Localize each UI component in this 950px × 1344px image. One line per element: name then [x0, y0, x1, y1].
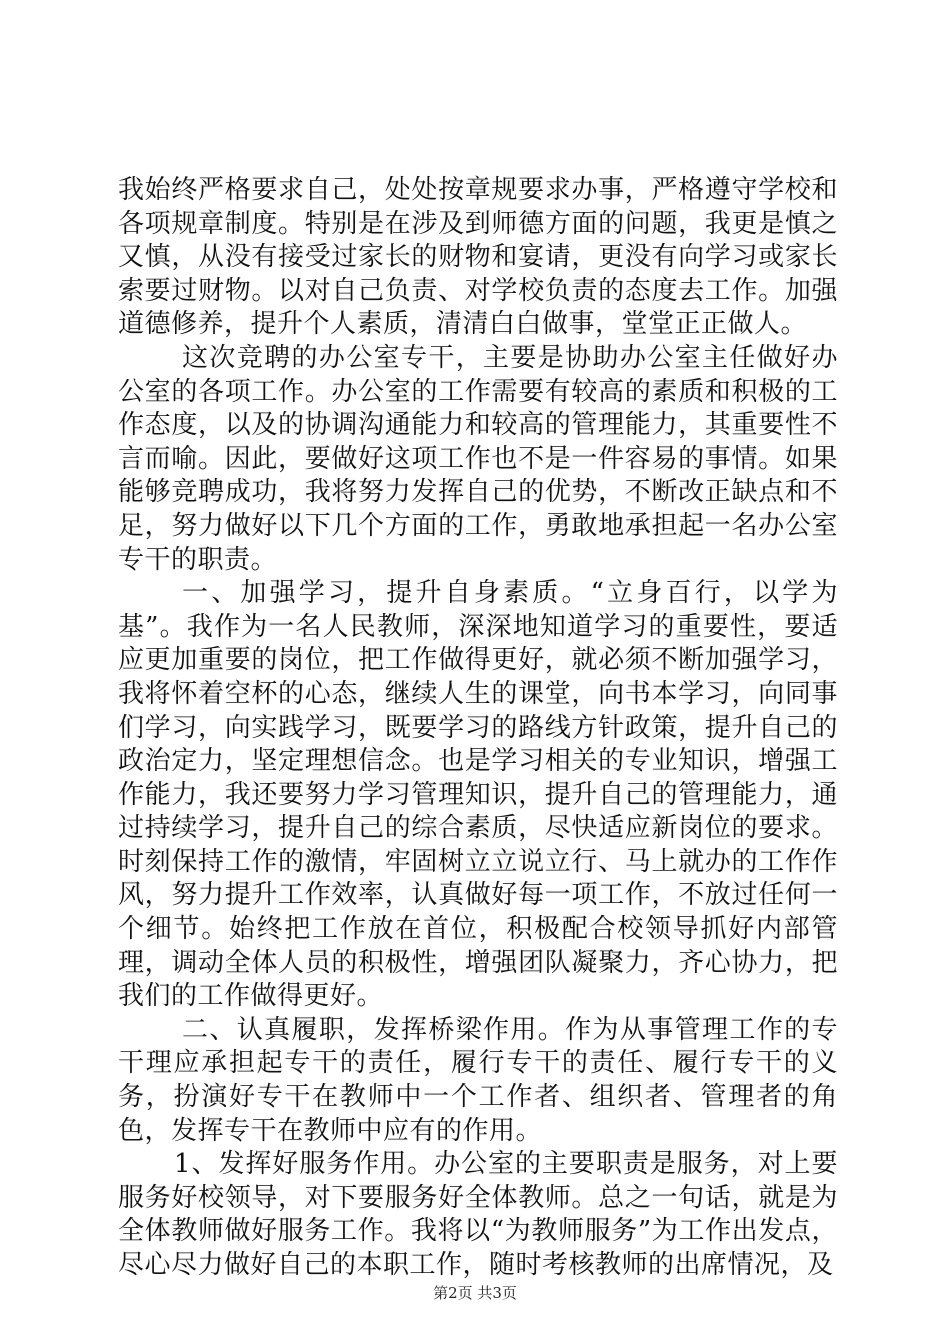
document-body — [118, 174, 838, 1283]
page-footer: 第2页 共3页 — [433, 1284, 517, 1302]
paragraph-4: 二、认真履职，发挥桥梁作用。作为从事管理工作的专干理应承担起专干的责任，履行专干的责任、履行专干的义务，扮演好专干在教师中一个工作者、组织者、管理者的角色，发挥专干在教师中应有的作用。 — [118, 1014, 838, 1146]
paragraph-2: 这次竞聘的办公室专干，主要是协助办公室主任做好办公室的各项工作。办公室的工作需要有较高的素质和积极的工作态度，以及的协调沟通能力和较高的管理能力，其重要性不言而喻。因此，要做好这项工作也不是一件容易的事情。如果能够竞聘成功，我将努力发挥自己的优势，不断改正缺点和不足，努力做好以下几个方面的工作，勇敢地承担起一名办公室专干的职责。 — [118, 342, 838, 575]
paragraph-3: 一、加强学习，提升自身素质。“立身百行，以学为基”。我作为一名人民教师，深深地知道学习的重要性，要适应更加重要的岗位，把工作做得更好，就必须不断加强学习，我将怀着空杯的心态，继续人生的课堂，向书本学习，向同事们学习，向实践学习，既要学习的路线方针政策，提升自己的政治定力，坚定理想信念。也是学习相关的专业知识，增强工作能力，我还要努力学习管理知识，提升自己的管理能力，通过持续学习，提升自己的综合素质，尽快适应新岗位的要求。时刻保持工作的激情，牢固树立立说立行、马上就办的工作作风，努力提升工作效率，认真做好每一项工作，不放过任何一个细节。始终把工作放在首位，积极配合校领导抓好内部管理，调动全体人员的积极性，增强团队凝聚力，齐心协力，把我们的工作做得更好。 — [118, 578, 838, 1012]
paragraph-5: 1、发挥好服务作用。办公室的主要职责是服务，对上要服务好校领导，对下要服务好全体教师。总之一句话，就是为全体教师做好服务工作。我将以“为教师服务”为工作出发点，尽心尽力做好自己的本职工作，随时考核教师的出席情况，及 — [118, 1149, 838, 1280]
paragraph-1: 我始终严格要求自己，处处按章规要求办事，严格遵守学校和各项规章制度。特别是在涉及到师德方面的问题，我更是慎之又慎，从没有接受过家长的财物和宴请，更没有向学习或家长索要过财物。以对自己负责、对学校负责的态度去工作。加强道德修养，提升个人素质，清清白白做事，堂堂正正做人。 — [118, 175, 838, 340]
